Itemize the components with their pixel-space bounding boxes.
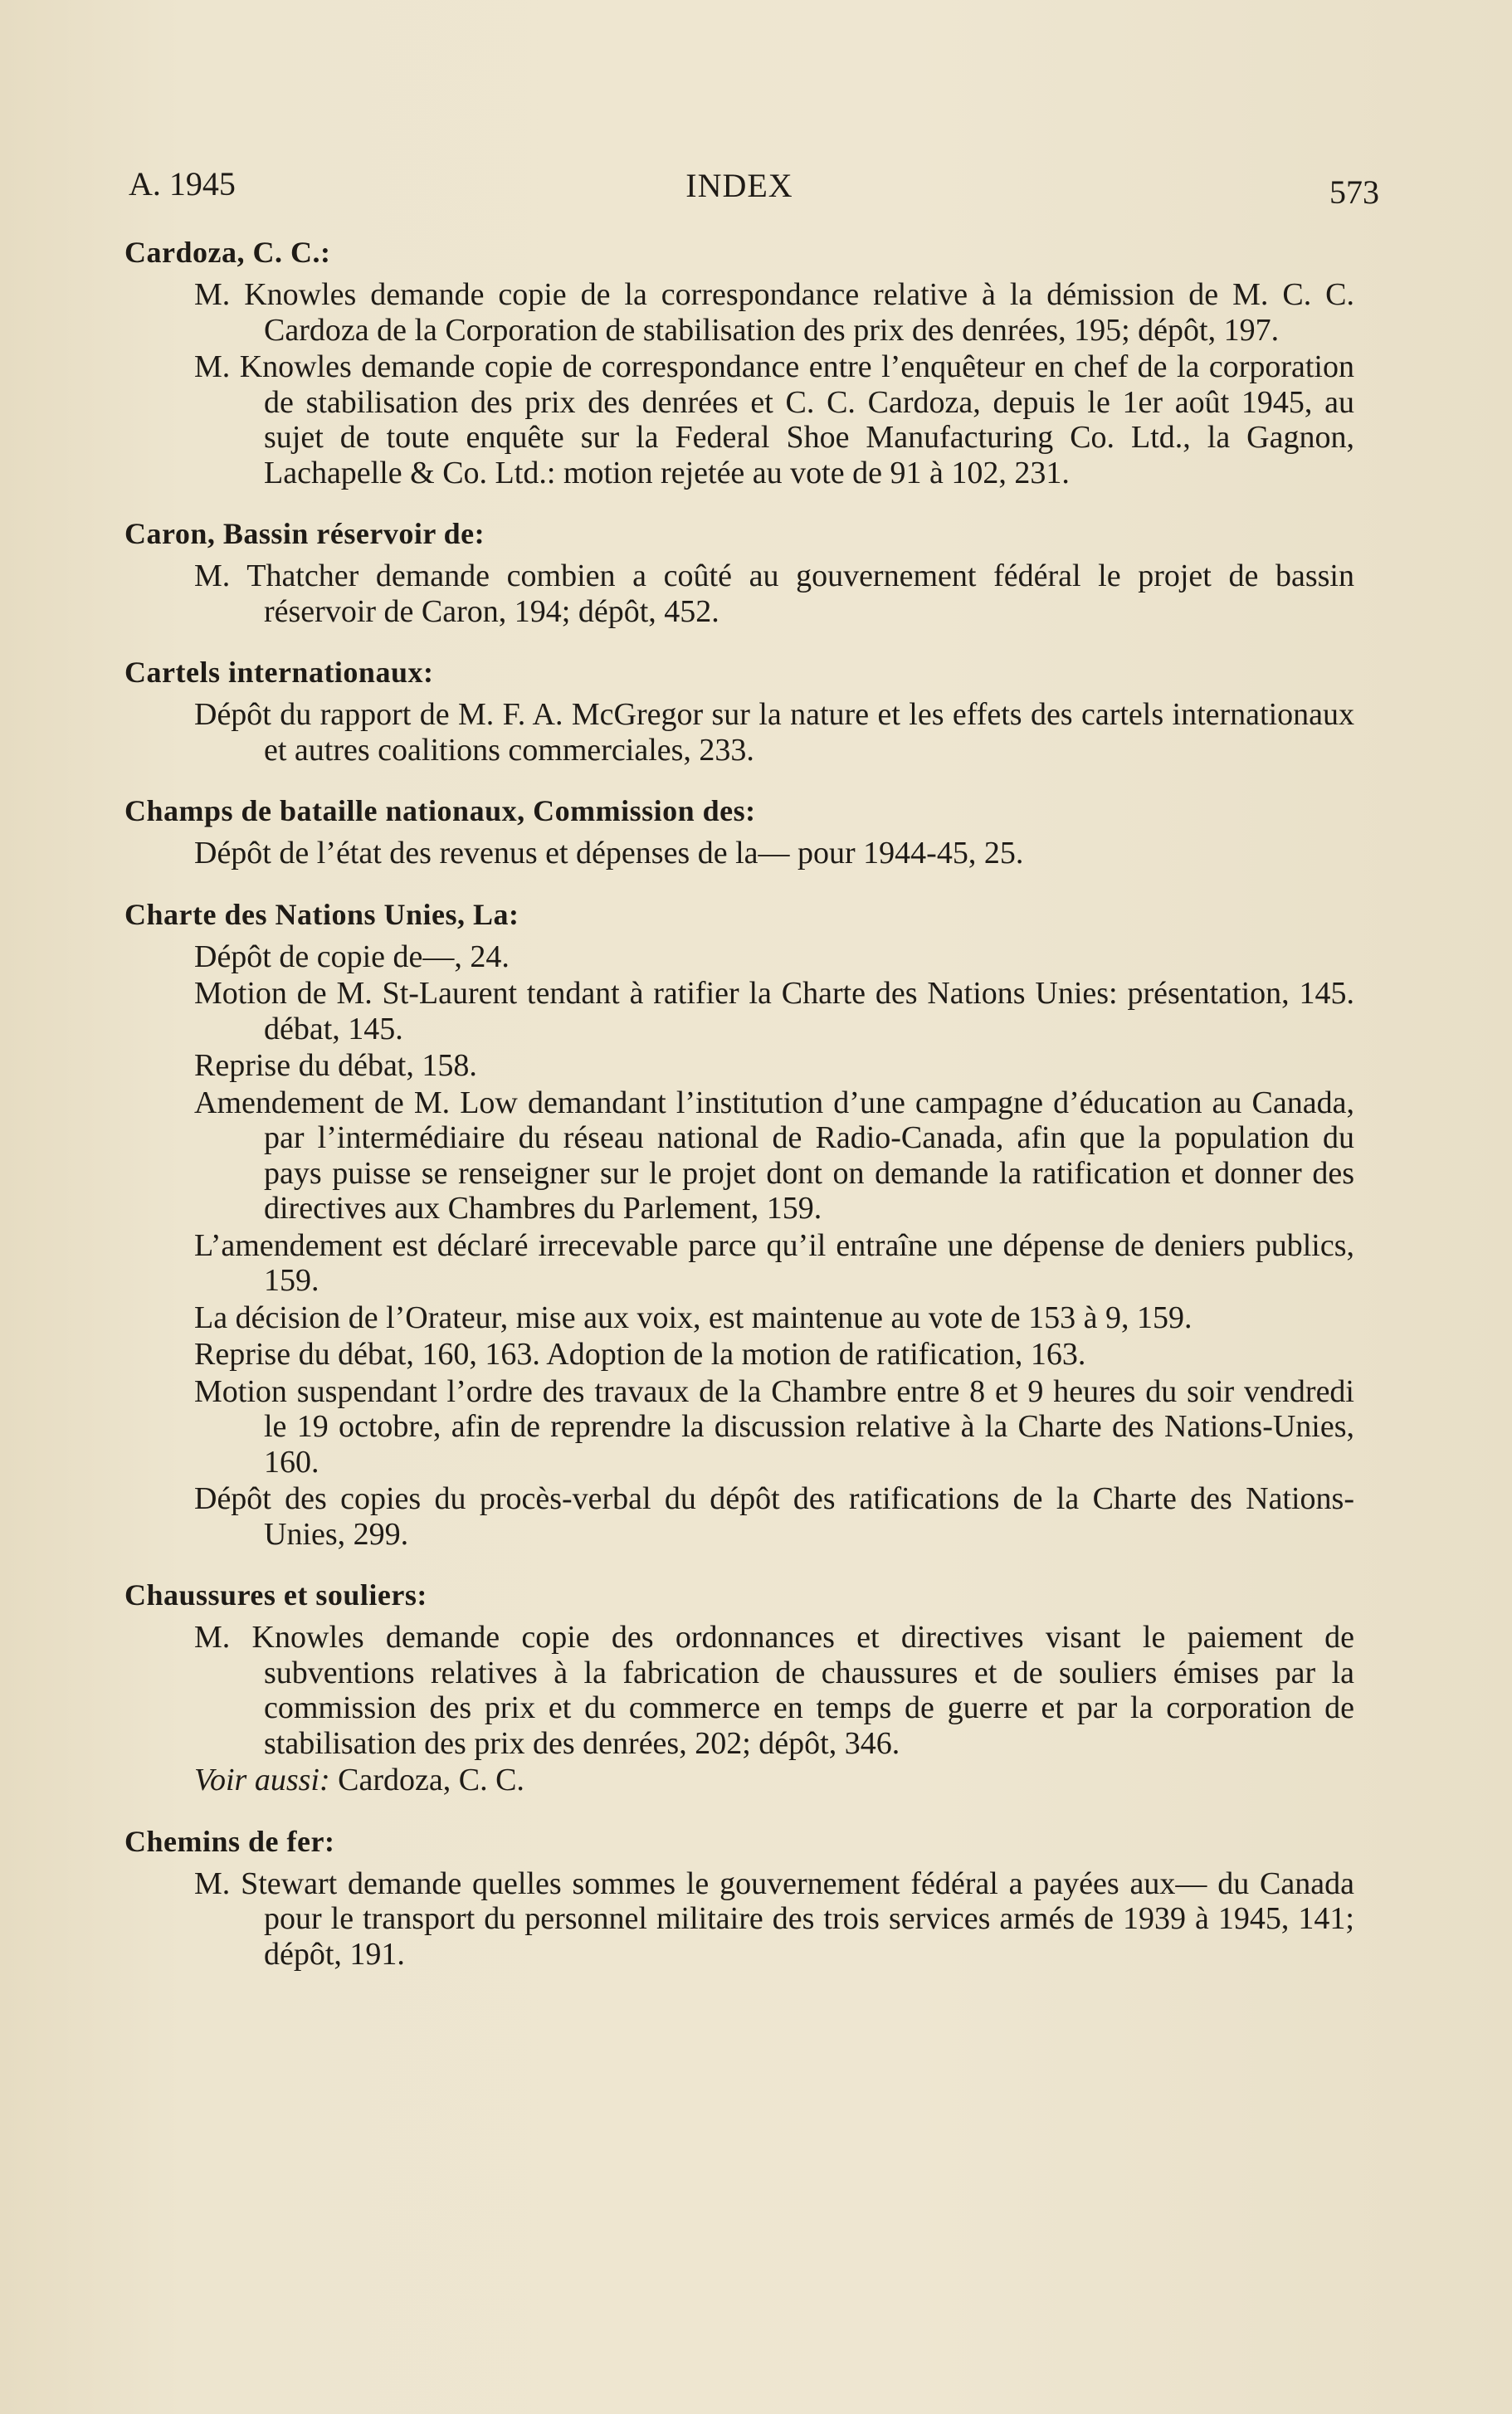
entry-heading: Caron, Bassin réservoir de: xyxy=(124,517,485,550)
entry-subitem: Dépôt des copies du procès-verbal du dépôt des ratifications de la Charte des Nations-Unies, 299. xyxy=(194,1481,1354,1552)
cross-reference-label: Voir aussi: xyxy=(194,1763,330,1797)
entry-subitem: M. Stewart demande quelles sommes le gouvernement fédéral a payées aux— du Canada pour le transport du personnel militaire des trois services armés de 1939 à 1945, 141; dépôt, 191. xyxy=(194,1865,1354,1972)
entry-subitem: Motion de M. St-Laurent tendant à ratifier la Charte des Nations Unies: présentation, 145. débat, 145. xyxy=(194,976,1354,1046)
entry-heading: Champs de bataille nationaux, Commission des: xyxy=(124,794,756,827)
page-number: 573 xyxy=(1329,173,1379,211)
header-title: INDEX xyxy=(685,167,793,204)
entry-subitem: Dépôt du rapport de M. F. A. McGregor sur la nature et les effets des cartels internationaux et autres coalitions commerciales, 233. xyxy=(194,697,1354,768)
index-entry-caron xyxy=(124,515,1354,629)
index-entry-champs-de-bataille xyxy=(124,792,1354,871)
entry-subitem: M. Knowles demande copie de la correspondance relative à la démission de M. C. C. Cardoza de la Corporation de stabilisation des prix des denrées, 195; dépôt, 197. xyxy=(194,277,1354,348)
entry-subitem: La décision de l’Orateur, mise aux voix, est maintenue au vote de 153 à 9, 159. xyxy=(194,1300,1193,1335)
cross-reference xyxy=(194,1763,1354,1798)
index-entry-cartels xyxy=(124,654,1354,768)
index-entry-cardoza xyxy=(124,234,1354,490)
header-year: A. 1945 xyxy=(129,165,236,202)
entry-subitem: Dépôt de copie de—, 24. xyxy=(194,939,510,974)
entry-subitem: L’amendement est déclaré irrecevable parce qu’il entraîne une dépense de deniers publics, 159. xyxy=(194,1227,1354,1298)
running-head xyxy=(124,158,1379,211)
entry-subitem: M. Thatcher demande combien a coûté au gouvernement fédéral le projet de bassin réservoir de Caron, 194; dépôt, 452. xyxy=(194,558,1354,629)
entry-subitem: Dépôt de l’état des revenus et dépenses de la— pour 1944-45, 25. xyxy=(194,836,1024,871)
entry-subitem: M. Knowles demande copie des ordonnances et directives visant le paiement de subventions relatives à la fabrication de chaussures et de souliers émises par la commission des prix et du commerce en temps de guerre et par la corporation de stabilisation des prix des denrées, 202; dépôt, 346. xyxy=(194,1620,1354,1761)
entry-subitem: Motion suspendant l’ordre des travaux de la Chambre entre 8 et 9 heures du soir vendredi le 19 octobre, afin de reprendre la discussion relative à la Charte des Nations-Unies, 160. xyxy=(194,1373,1354,1480)
entry-subitem: M. Knowles demande copie de correspondance entre l’enquêteur en chef de la corporation de stabilisation des prix des denrées et C. C. Cardoza, depuis le 1er août 1945, au sujet de toute enquête sur la Federal Shoe Manufacturing Co. Ltd., la Gagnon, Lachapelle & Co. Ltd.: motion rejetée au vote de 91 à 102, 231. xyxy=(194,349,1354,490)
entry-heading: Cartels internationaux: xyxy=(124,656,434,689)
entry-heading: Chaussures et souliers: xyxy=(124,1578,427,1612)
cross-reference-target: Cardoza, C. C. xyxy=(329,1763,524,1797)
index-entry-charte-nations-unies xyxy=(124,896,1354,1553)
entry-heading: Cardoza, C. C.: xyxy=(124,236,331,269)
index-entry-chemins-de-fer xyxy=(124,1823,1354,1973)
entry-subitem: Amendement de M. Low demandant l’institution d’une campagne d’éducation au Canada, par l’intermédiaire du réseau national de Radio-Canada, afin que la population du pays puisse se renseigner sur le projet dont on demande la ratification et donner des directives aux Chambres du Parlement, 159. xyxy=(194,1085,1354,1226)
entry-heading: Charte des Nations Unies, La: xyxy=(124,897,519,931)
entry-heading: Chemins de fer: xyxy=(124,1824,335,1858)
entry-subitem: Reprise du débat, 160, 163. Adoption de la motion de ratification, 163. xyxy=(194,1337,1086,1372)
index-entry-chaussures xyxy=(124,1577,1354,1798)
entry-subitem: Reprise du débat, 158. xyxy=(194,1048,477,1083)
